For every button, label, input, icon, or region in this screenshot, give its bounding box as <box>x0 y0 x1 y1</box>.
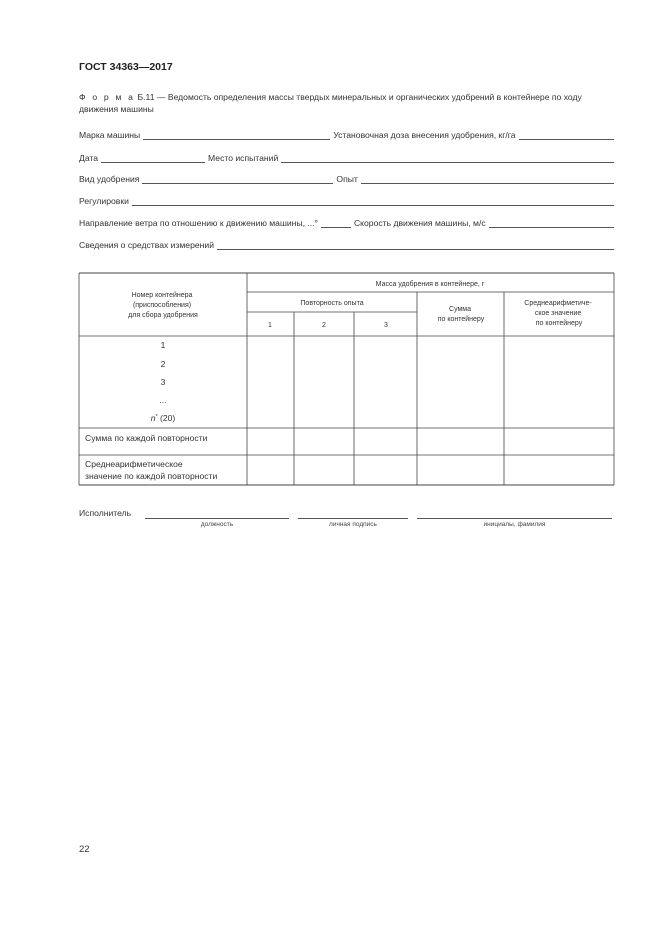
form-caption-prefix: Ф о р м а <box>79 92 136 102</box>
blank-position[interactable] <box>145 518 289 519</box>
label-instruments: Сведения о средствах измерений <box>79 240 214 250</box>
row-number-n <box>151 413 176 423</box>
header-mass-group: Масса удобрения в контейнере, г <box>375 281 485 288</box>
label-test-place: Место испытаний <box>208 153 279 163</box>
header-sum-per-container <box>438 306 485 323</box>
blank-initials[interactable] <box>417 518 612 519</box>
row-number-1: 1 <box>160 340 166 350</box>
caption-position: должность <box>200 521 234 528</box>
form-caption-text: Б.11 — Ведомость определения массы твердых минеральных и органических удобрений в контейнере по ходу движения машины <box>79 92 582 114</box>
label-dose: Установочная доза внесения удобрения, кг/га <box>333 130 516 140</box>
header-sum-line-1: Сумма <box>449 306 472 313</box>
header-mean-per-container <box>524 300 593 327</box>
row-mean-line-1: Среднеарифметическое <box>85 459 183 469</box>
row-n-italic: n <box>150 413 156 423</box>
header-container-number <box>128 291 198 319</box>
header-sum-line-2: по контейнеру <box>437 316 485 323</box>
label-speed: Скорость движения машины, м/с <box>353 218 486 228</box>
row-n-sup: * <box>155 414 158 420</box>
header-mean-line-1: Среднеарифметиче- <box>524 300 592 307</box>
header-container-line-1: Номер контейнера <box>131 292 193 299</box>
caption-signature: личная подпись <box>329 521 377 528</box>
header-repeat-1: 1 <box>268 322 272 329</box>
row-mean-per-repeat <box>85 459 217 481</box>
row-mean-line-2: значение по каждой повторности <box>85 471 218 481</box>
label-adjustments: Регулировки <box>79 196 129 206</box>
row-number-2: 2 <box>160 359 166 369</box>
row-number-ellipsis: ... <box>159 395 167 405</box>
header-container-line-3: для сбора удобрения <box>128 312 198 319</box>
header-mean-line-3: по контейнеру <box>535 320 583 327</box>
label-machine-brand: Марка машины <box>79 130 141 140</box>
row-number-3: 3 <box>160 377 166 387</box>
row-sum-per-repeat: Сумма по каждой повторности <box>85 433 208 443</box>
page-number: 22 <box>79 844 90 855</box>
header-repeat-2: 2 <box>322 322 326 329</box>
label-experiment: Опыт <box>336 174 358 184</box>
caption-initials: инициалы, фамилия <box>483 521 546 528</box>
header-repeat-3: 3 <box>384 322 388 329</box>
row-n-rest: (20) <box>157 413 176 423</box>
label-fertilizer-type: Вид удобрения <box>79 174 140 184</box>
label-date: Дата <box>79 153 99 163</box>
signature-label: Исполнитель <box>79 508 132 518</box>
header-mean-line-2: ское значение <box>534 310 582 317</box>
blank-signature[interactable] <box>298 518 408 519</box>
header-container-line-2: (приспособления) <box>132 302 192 309</box>
label-wind-direction: Направление ветра по отношению к движению машины, ...° <box>79 218 318 228</box>
document-header: ГОСТ 34363—2017 <box>79 61 173 73</box>
header-repeat: Повторность опыта <box>300 300 364 307</box>
